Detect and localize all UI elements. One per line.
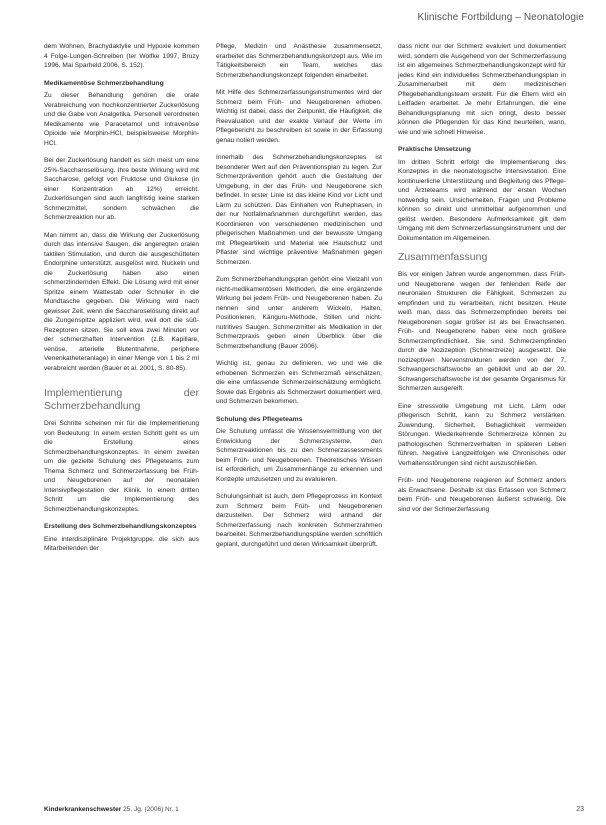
- footer-journal: [44, 806, 179, 813]
- subheading-schulung: Schulung des Pflegeteams: [216, 415, 303, 423]
- page-header-title: Klinische Fortbildung – Neonatologie: [417, 12, 584, 23]
- paragraph: Eine interdisziplinäre Projektgruppe, die sich aus Mitarbeitenden der: [44, 535, 199, 552]
- paragraph: Zu dieser Behandlung gehören die orale Verabreichung von hochkonzentrierter Zuckerlösung und die Gabe von Analgetika. Personell verordneten Medikamente wie Paracetamol und intravenöse Opioide wie Morphin-HCl, beispielsweise Morphin-HCl.: [44, 92, 199, 147]
- paragraph: Im dritten Schritt erfolgt die Implementierung des Konzeptes in die neonatologische Intensivstation. Eine kontinuierliche Unterstützung und Begleitung des Pflege- und Ärzteteams wird während der ersten Wochen notwendig sein. Unsicherheiten, Fragen und Probleme können so direkt und unmittelbar aufgenommen und gelöst werden. Besondere Aufmerksamkeit gilt dem Umgang mit dem Schmerzerfassungsinstrument und der Dokumentation im Allgemeinen.: [398, 158, 566, 242]
- paragraph: Eine stressvolle Umgebung mit Licht, Lärm oder pflegerisch Schritt, kann zu Schmerz verstärken. Zuwendung, Sicherheit, Behaglichkeit vermeiden Störungen. Wiederkehrende Schmerzreize können zu pathologischen Schmerzverhalten in späteren Leben führen. Negative Langzeitfolgen wie Chronisches oder Verhaltensstörungen sind nicht auszuschließen.: [398, 402, 566, 467]
- paragraph: Bei der Zuckerlösung handelt es sich meist um eine 25%-Saccharoselösung. Ihre beste Wirkung wird mit Saccharose, gefolgt von Fruktose und Glukose (in einer Konzentration ab 12%) erreicht. Zuckerlösungen sind auch langfristig keine starken Schmerzmittel, sondern schwächen die Schmerzreaktion nur ab.: [44, 157, 199, 221]
- footer-journal-name: Kinderkrankenschwester: [44, 806, 122, 813]
- section-title-implementierung: Implementierung der Schmerzbehandlung: [44, 387, 199, 412]
- paragraph: dem Wohnen, Brachydaktylie und Hypoxie kommen 4 Folge-Lungen-Schreiben (ter Wolfke 1997, Bruzy 1996, Mai Sparheld 2006, S. 152).: [44, 43, 199, 69]
- subheading-praktische-umsetzung: Praktische Umsetzung: [398, 146, 471, 153]
- page-number: 23: [576, 806, 584, 813]
- paragraph: Früh- und Neugeborene reagieren auf Schmerz anders als Erwachsene. Deshalb ist das Erfassen von Schmerz beim Früh- und Neugeborenen äußerst schwierig. Die sind vor der Schmerzerfassung: [398, 477, 566, 513]
- text-column-2: [216, 42, 382, 557]
- paragraph: Innerhalb des Schmerzbehandlungskonzeptes ist besonderer Wert auf den Präventionsplan zu legen. Zur Schmerzprävention gehört auch die Gestaltung der Umgebung, in der das Früh- und Neugeborene sich befindet. In erster Linie ist das kleine Kind vor Licht und Lärm zu schützen. Das Einhalten von Ruhephasen, in der nur Notfallmaßnahmen durchgeführt werden, das Koordinieren von verschiedenen medizinischen und pflegerischen Maßnahmen und der bewusste Umgang mit Pflegeartikeln und Material wie Hautschutz und Pflaster sind wichtige präventive Maßnahmen gegen Schmerzen.: [216, 154, 382, 266]
- section-title-zusammenfassung: Zusammenfassung: [398, 251, 488, 263]
- paragraph: Bis vor einigen Jahren wurde angenommen, dass Früh- und Neugeborene wegen der fehlenden Reife der neuronalen Strukturen die Fähigkeit, Schmerzen zu empfinden und zu verarbeiten, nicht besitzen. Heute weiß man, dass das Schmerzempfinden bereits bei Neugeborenen sogar größer ist als bei Erwachsenen. Früh- und Neugeborene haben eine noch größere Schmerzempfindlichkeit. Sie sind Schmerzempfinden durch die Nozizeption (Schmerzreize) ausgesetzt. Die nozizeptiven Nervenstrukturen werden von der 7. Schwangerschaftswoche an gebildet und ab der 20. Schwangerschaftswoche ist der gesamte Organismus für Schmerzen ausgereift.: [398, 271, 566, 392]
- paragraph: Drei Schritte scheinen mir für die Implementierung von Bedeutung: In einem ersten Schritt geht es um die Erstellung eines Schmerzbehandlungskonzeptes. In einem zweiten um die gezielte Schulung des Pflegeteams zum Thema Schmerz und Schmerzerfassung bei Früh- und Neugeborenen auf der neonatalen Intensivpflegestation der Klinik. In einem dritten Schritt um die Implementierung des Schmerzbehandlungskonzeptes.: [44, 420, 199, 513]
- footer-issue: 25. Jg. (2006) Nr. 1: [123, 806, 179, 813]
- subheading-medikamentoese: Medikamentöse Schmerzbehandlung: [44, 79, 164, 87]
- paragraph: Man nimmt an, dass die Wirkung der Zuckerlösung durch das intensive Saugen, die angeregten oralen taktilen Stimulation, und durch die ausgeschütteten Endorphine unterstützt, ausgelöst wird. Nuckeln und die Zuckerlösung haben also einen schmerzlindernden Effekt. Die Lösung wird mit einer Spritze einem Wattestab oder Schnuller in die Mundtasche gegeben. Die Wirkung wird nach gewisser Zeit, wenn die Saccharoselösung direkt auf die Zungenspitze appliziert wird, weil dort die süß-Rezeptoren sitzen. Sie soll etwa zwei Minuten vor der schmerzhaften Intervention (z.B. Kapillare, venöse, arterielle Blutentnahme, periphere Venenkatheteranlage) in einer Menge von 1 bis 2 ml verabreicht werden (Bauer et al. 2001, S. 80-85).: [44, 231, 199, 372]
- paragraph: dass nicht nur der Schmerz evaluiert und dokumentiert wird, sondern die Ausgehend von der Schmerzerfassung ist ein allgemeines Schmerzbehandlungskonzept wird für jedes Kind ein individuelles Schmerzbehandlungsplan in Zusammenarbeit mit dem medizinischen Pflegebehandlungsteam erstellt. Für die Eltern wird ein Leitfaden erarbeitet. Je mehr Erfahrungen, die eine Behandlungsplanung mit sich bringt, desto besser können die Pflegenden für das Kind beurteilen, wann, wie und wie schnell Hinweise.: [398, 43, 566, 136]
- paragraph: Die Schulung umfasst die Wissensvermittlung von der Entwicklung der Schmerzsysteme, den Schmerzreaktionen bis zu den Schmerzassessments beim Früh- und Neugeborenen. Theoretisches Wissen ist erforderlich, um Zusammenhänge zu erkennen und Konzepte umzusetzen und zu evaluieren.: [216, 428, 382, 483]
- paragraph: Zum Schmerzbehandlungsplan gehört eine Vielzahl von nicht-medikamentösen Methoden, die eine ergänzende Wirkung bei jedem Früh- und Neugeborenen haben. Zu nennen sind unter anderem Wickeln, Halten, Positionieren, Känguru-Methode, Stillen und nicht-nutritives Saugen. Schmerzmittel als Medikation in der Schmerzpraxis geben einen Überblick über die Schmerzbehandlung (Bauer 2006).: [216, 276, 382, 350]
- paragraph: Pflege, Medizin und Anästhesie zusammensetzt, erarbeitet das Schmerzbehandlungskonzept aus. Wie im Tätigkeitsbereich ein Team, welches das Schmerzbehandlungskonzept folgenden einarbeitet.: [216, 43, 382, 79]
- text-column-3: [398, 42, 566, 522]
- text-column-1: [44, 42, 199, 562]
- paragraph: Mit Hilfe des Schmerzerfassungsinstrumentes wird der Schmerz beim Früh- und Neugeborenen erhoben. Wichtig ist dabei, dass der Zeitpunkt, die Häufigkeit, die Reevaluation und der exakte Verlauf der Werte im Pflegebericht zu beschreiben ist sowie in der Erfassung genau notiert werden.: [216, 89, 382, 144]
- paragraph: Wichtig ist, genau zu definieren, wo und wie die erhobenen Schmerzen ein Schmerzmaß einschätzen, die eine umfassende Schmerzeinschätzung ermöglicht. Sowie das Ergebnis als Schmerzwert dokumentiert wird, und Schmerzen bekommen.: [216, 360, 382, 405]
- subheading-erstellung: Erstellung des Schmerzbehandlungskonzeptes: [44, 523, 197, 530]
- paragraph: Schulungsinhalt ist auch, dem Pflegeprozess im Kontext zum Schmerz beim Früh- und Neugeborenen darzustellen. Der Schmerz wird anhand der Schmerzerfassung nach konkreten Schmerzrahmen bearbeitet. Schmerzbehandlungspläne werden schriftlich geplant, durchgeführt und deren Wirksamkeit überprüft.: [216, 493, 382, 548]
